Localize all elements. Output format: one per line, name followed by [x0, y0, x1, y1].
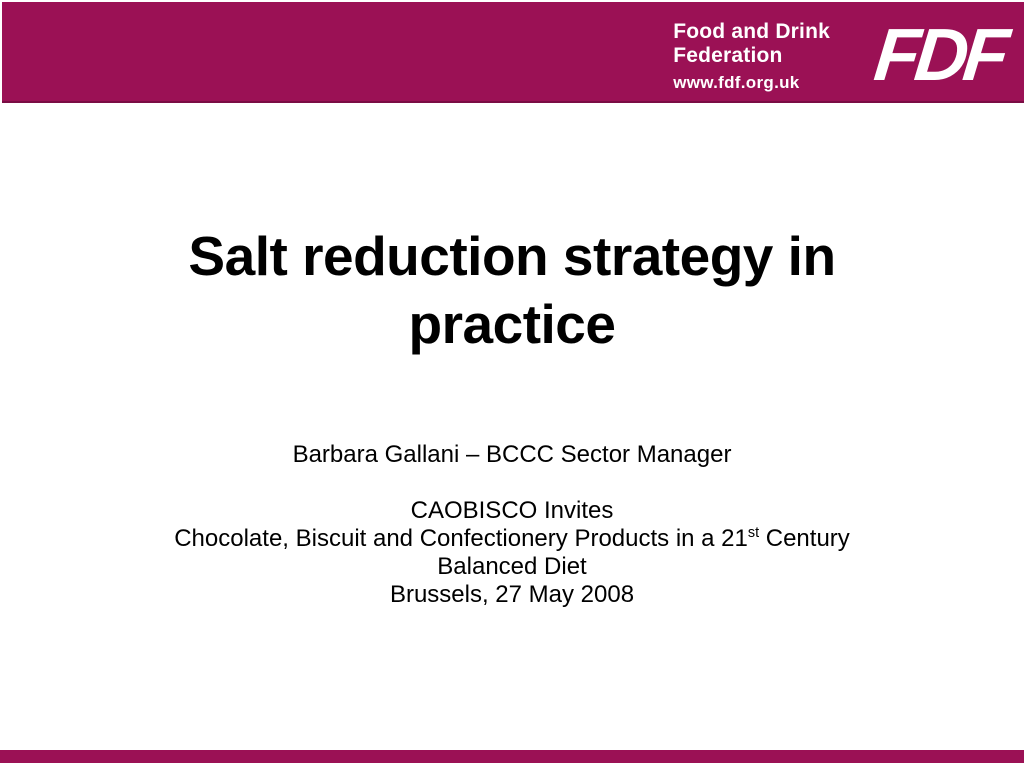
blank-line — [172, 469, 852, 497]
subtitle-block — [172, 441, 852, 609]
org-name-line1: Food and Drink — [673, 20, 830, 43]
header-banner — [2, 2, 1024, 103]
footer-bar — [0, 750, 1024, 763]
slide-title-line-2: practice — [408, 293, 616, 355]
slide-title — [0, 222, 1024, 358]
fdf-logo-text: FDF — [870, 13, 1008, 96]
org-website-url: www.fdf.org.uk — [673, 73, 800, 92]
event-line — [172, 525, 852, 581]
invite-line: CAOBISCO Invites — [410, 497, 614, 524]
date-line: Brussels, 27 May 2008 — [389, 581, 635, 608]
event-line-text: Chocolate, Biscuit and Confectionery Products in a 21 — [174, 525, 748, 552]
slide-title-line-1: Salt reduction strategy in — [188, 225, 836, 287]
author-line: Barbara Gallani – BCCC Sector Manager — [292, 441, 732, 468]
org-name-line2: Federation — [673, 44, 783, 67]
fdf-logo — [870, 13, 1008, 96]
org-identity — [673, 20, 830, 95]
ordinal-superscript: st — [747, 525, 760, 541]
event-line-text-cont: Century Balanced Diet — [437, 525, 850, 580]
